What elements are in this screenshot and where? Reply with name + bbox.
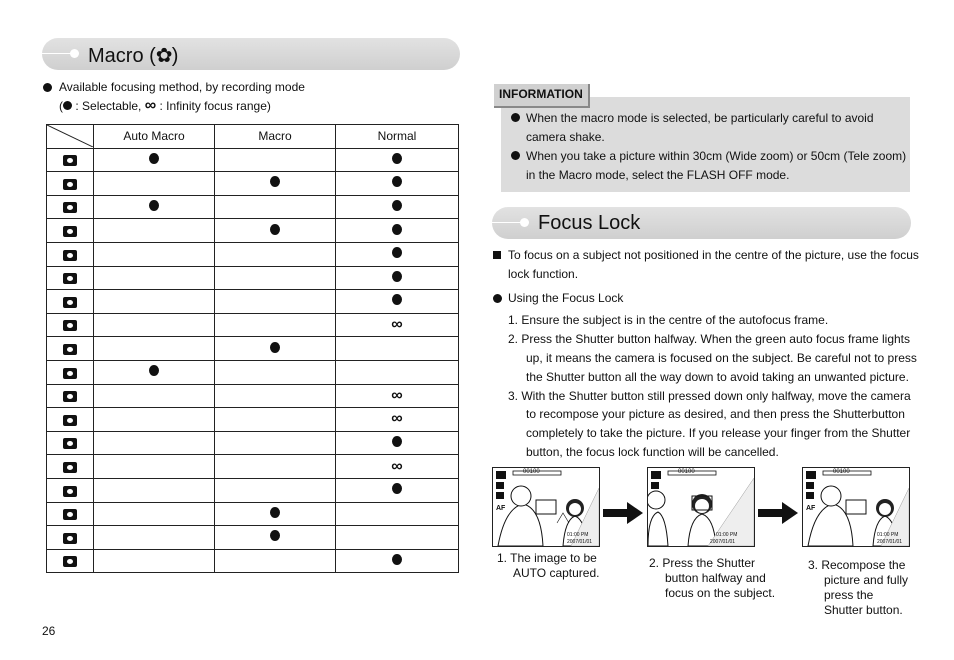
table-row [47, 313, 459, 337]
table-row [47, 266, 459, 290]
shot1-af: AF [496, 505, 506, 512]
camera-scene-illustration [648, 468, 754, 546]
table-row [47, 549, 459, 573]
table-row [47, 148, 459, 172]
cell-macro [215, 384, 336, 408]
selectable-dot-icon [392, 271, 402, 282]
selectable-dot-icon [392, 554, 402, 565]
cell-macro [215, 195, 336, 219]
cell-macro [215, 526, 336, 550]
cell-auto-macro [94, 313, 215, 337]
selectable-dot-icon [270, 342, 280, 353]
info-line-3: When you take a picture within 30cm (Wide zoom) or 50cm (Tele zoom) [526, 149, 907, 163]
beach-mode-icon [63, 486, 77, 497]
cell-macro [215, 455, 336, 479]
cell-normal [336, 549, 459, 573]
shot3-counter: 00100 [833, 469, 850, 475]
cell-normal [336, 266, 459, 290]
header-auto-macro: Auto Macro [94, 125, 215, 149]
selectable-dot-icon [392, 224, 402, 235]
bullet-icon [511, 113, 520, 122]
info-line-4: in the Macro mode, select the FLASH OFF mode. [526, 168, 790, 182]
selectable-dot-icon [392, 153, 402, 164]
mode-icon-cell [47, 242, 94, 266]
camera-screen-3 [802, 467, 910, 547]
macro-legend: ( : Selectable, ∞ : Infinity focus range) [59, 97, 271, 114]
mode-icon-cell [47, 431, 94, 455]
table-corner-cell [47, 125, 94, 149]
mode-icon-cell [47, 219, 94, 243]
info-line-1: When the macro mode is selected, be particularly careful to avoid [526, 111, 874, 125]
cafe-mode-icon [63, 556, 77, 567]
cell-auto-macro [94, 242, 215, 266]
selectable-dot-icon [149, 365, 159, 376]
cell-macro [215, 219, 336, 243]
mode-icon-cell [47, 290, 94, 314]
infinity-icon: ∞ [391, 316, 403, 334]
info-line-2: camera shake. [526, 130, 605, 144]
cell-macro [215, 549, 336, 573]
step-line-1: 1. Ensure the subject is in the centre of the autofocus frame. [508, 313, 829, 327]
mode-icon-cell [47, 360, 94, 384]
cell-macro [215, 431, 336, 455]
square-bullet-icon [493, 251, 501, 259]
shot2-date: 2007/01/01 [710, 539, 736, 545]
cell-normal [336, 526, 459, 550]
shot1-counter: 00100 [523, 469, 540, 475]
cell-auto-macro [94, 195, 215, 219]
mode-icon-cell [47, 148, 94, 172]
cell-normal [336, 408, 459, 432]
dis-mode-icon [63, 202, 77, 213]
cell-macro [215, 408, 336, 432]
shot2-time: 01:00 PM [716, 532, 738, 538]
mode-icon-cell [47, 172, 94, 196]
cell-auto-macro [94, 478, 215, 502]
using-focus-lock: Using the Focus Lock [508, 291, 624, 305]
cell-macro [215, 360, 336, 384]
step-line-2: 2. Press the Shutter button halfway. When the green auto focus frame lights [508, 332, 910, 346]
cell-normal [336, 313, 459, 337]
cell-auto-macro [94, 148, 215, 172]
infinity-icon: ∞ [391, 457, 403, 475]
cell-macro [215, 502, 336, 526]
text-mode-icon [63, 368, 77, 379]
selectable-dot-icon [392, 176, 402, 187]
cell-normal [336, 360, 459, 384]
cell-auto-macro [94, 384, 215, 408]
step-line-6: to recompose your picture as desired, and then press the Shutterbutton [526, 407, 905, 421]
infinity-icon: ∞ [391, 410, 403, 428]
selectable-dot-icon [270, 176, 280, 187]
cell-auto-macro [94, 172, 215, 196]
cell-auto-macro [94, 360, 215, 384]
night-mode-icon [63, 250, 77, 261]
focus-mode-table [46, 124, 459, 573]
cell-normal [336, 455, 459, 479]
selfshot-mode-icon [63, 509, 77, 520]
macro-flower-icon: ✿ [155, 45, 173, 67]
shot2-counter: 00100 [678, 469, 695, 475]
cell-normal [336, 337, 459, 361]
infinity-icon: ∞ [144, 97, 157, 114]
mode-icon-cell [47, 549, 94, 573]
cell-auto-macro [94, 337, 215, 361]
selectable-dot-icon [270, 530, 280, 541]
table-row [47, 526, 459, 550]
table-row [47, 290, 459, 314]
selectable-dot-icon [392, 294, 402, 305]
cell-auto-macro [94, 290, 215, 314]
table-row [47, 478, 459, 502]
table-row [47, 360, 459, 384]
mode-icon-cell [47, 502, 94, 526]
bullet-icon [511, 151, 520, 160]
closeup-mode-icon [63, 344, 77, 355]
bullet-icon [493, 294, 502, 303]
macro-bullet-text: Available focusing method, by recording mode [59, 80, 305, 94]
shot3-date: 2007/01/01 [877, 539, 903, 545]
mode-icon-cell [47, 526, 94, 550]
cell-auto-macro [94, 431, 215, 455]
caption-3: 3. Recompose the picture and fully press the Shutter button. [808, 558, 909, 617]
step-line-5: 3. With the Shutter button still pressed down only halfway, move the camera [508, 389, 911, 403]
cell-macro [215, 172, 336, 196]
cell-normal [336, 431, 459, 455]
focus-intro-1: To focus on a subject not positioned in the centre of the picture, use the focus [508, 248, 919, 262]
table-row [47, 195, 459, 219]
selectable-dot-icon [392, 436, 402, 447]
shot1-time: 01:00 PM [567, 532, 589, 538]
shot3-time: 01:00 PM [877, 532, 899, 538]
selectable-dot-icon [149, 153, 159, 164]
camera-screen-1 [492, 467, 600, 547]
caption-1: 1. The image to be AUTO captured. [497, 551, 600, 580]
step-line-8: button, the focus lock function will be cancelled. [526, 445, 779, 459]
cell-macro [215, 266, 336, 290]
cell-normal [336, 384, 459, 408]
table-row [47, 502, 459, 526]
cell-auto-macro [94, 266, 215, 290]
infinity-icon: ∞ [391, 386, 403, 404]
table-row [47, 431, 459, 455]
cell-macro [215, 242, 336, 266]
focus-lock-header-bar [492, 207, 911, 239]
cell-normal [336, 242, 459, 266]
cell-normal [336, 502, 459, 526]
table-row [47, 337, 459, 361]
portrait-mode-icon [63, 297, 77, 308]
mode-icon-cell [47, 337, 94, 361]
focus-lock-title: Focus Lock [538, 212, 641, 234]
table-row [47, 219, 459, 243]
selectable-dot-icon [149, 200, 159, 211]
selectable-dot-icon [270, 224, 280, 235]
table-row [47, 384, 459, 408]
dawn-mode-icon [63, 415, 77, 426]
cell-auto-macro [94, 408, 215, 432]
cell-macro [215, 313, 336, 337]
movie-mode-icon [63, 226, 77, 237]
mode-icon-cell [47, 455, 94, 479]
macro-title: Macro (✿) [88, 45, 179, 67]
table-row [47, 172, 459, 196]
header-macro: Macro [215, 125, 336, 149]
header-normal: Normal [336, 125, 459, 149]
focus-intro-2: lock function. [508, 267, 579, 281]
sport-mode-icon [63, 273, 77, 284]
sunset-mode-icon [63, 391, 77, 402]
cell-auto-macro [94, 455, 215, 479]
page-number: 26 [42, 624, 56, 638]
table-row [47, 242, 459, 266]
arrow-right-icon [758, 502, 798, 524]
mode-icon-cell [47, 266, 94, 290]
mode-icon-cell [47, 478, 94, 502]
table-row [47, 408, 459, 432]
cell-macro [215, 337, 336, 361]
selectable-dot-icon [392, 200, 402, 211]
macro-header-bar [42, 38, 460, 70]
auto-mode-icon [63, 155, 77, 166]
food-mode-icon [63, 533, 77, 544]
step-line-4: the Shutter button all the way down to avoid taking an unwanted picture. [526, 370, 909, 384]
mode-icon-cell [47, 195, 94, 219]
selectable-dot-icon [63, 101, 72, 110]
cell-normal [336, 219, 459, 243]
cell-normal [336, 478, 459, 502]
cell-normal [336, 172, 459, 196]
cell-macro [215, 478, 336, 502]
step-line-3: up, it means the camera is focused on the subject. Be careful not to press [526, 351, 917, 365]
shot3-af: AF [806, 505, 816, 512]
mode-icon-cell [47, 408, 94, 432]
program-mode-icon [63, 179, 77, 190]
selectable-dot-icon [270, 507, 280, 518]
cell-auto-macro [94, 549, 215, 573]
selectable-dot-icon [392, 483, 402, 494]
selectable-dot-icon [392, 247, 402, 258]
step-line-7: completely to take the picture. If you release your finger from the Shutter [526, 426, 911, 440]
cell-macro [215, 290, 336, 314]
backlight-mode-icon [63, 438, 77, 449]
cell-auto-macro [94, 219, 215, 243]
shot1-date: 2007/01/01 [567, 539, 593, 545]
fireworks-mode-icon [63, 462, 77, 473]
cell-auto-macro [94, 502, 215, 526]
mode-icon-cell [47, 384, 94, 408]
cell-macro [215, 148, 336, 172]
arrow-right-icon [603, 502, 643, 524]
caption-2: 2. Press the Shutter button halfway and focus on the subject. [649, 556, 776, 600]
camera-screen-2 [647, 467, 755, 547]
mode-icon-cell [47, 313, 94, 337]
cell-normal [336, 148, 459, 172]
cell-normal [336, 195, 459, 219]
cell-normal [336, 290, 459, 314]
cell-auto-macro [94, 526, 215, 550]
bullet-icon [43, 83, 52, 92]
landscape-mode-icon [63, 320, 77, 331]
table-row [47, 455, 459, 479]
information-tag: INFORMATION [494, 84, 590, 108]
